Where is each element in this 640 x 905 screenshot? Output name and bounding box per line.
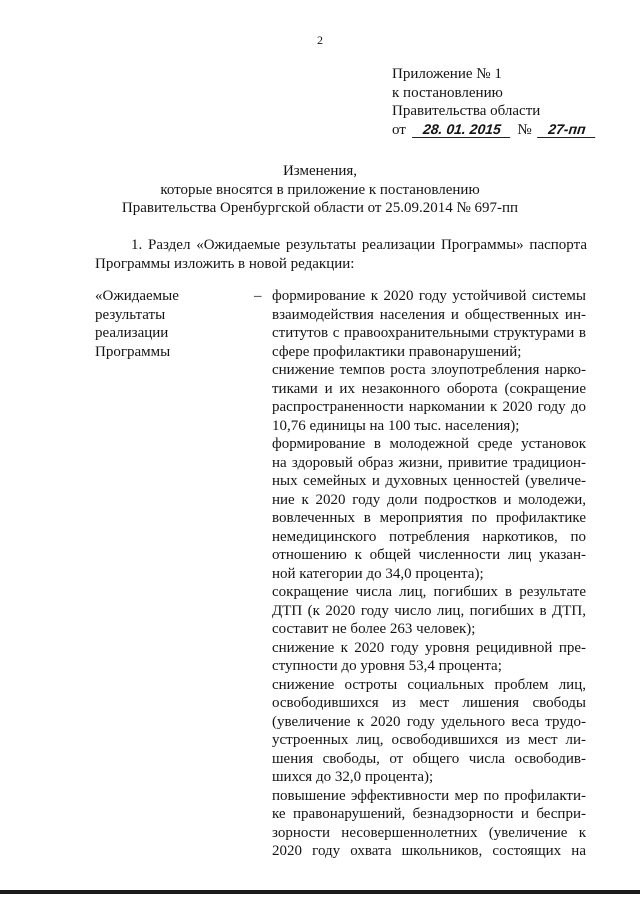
content-line: снижение остроты социальных проблем лиц, <box>272 676 586 693</box>
content-line: формирование к 2020 году устойчивой системы <box>272 288 586 304</box>
section-label <box>95 287 215 361</box>
appendix-block <box>392 65 632 139</box>
content-line: тиками и их незаконного оборота (сокращение <box>272 380 586 397</box>
appendix-title: Приложение № 1 <box>392 66 502 82</box>
content-line: формирование в молодежной среде установок <box>272 436 586 452</box>
content-line: распространенности наркомании к 2020 году до <box>272 399 586 415</box>
content-line: сокращение числа лиц, погибших в результате <box>272 584 586 600</box>
content-line: сфере профилактики правонарушений; <box>272 343 522 360</box>
header-title: Изменения, <box>282 163 358 179</box>
content-line: ступности до уровня 53,4 процента; <box>272 658 502 674</box>
content-line: составит не более 263 человек); <box>272 621 476 637</box>
item-1-line-2: Программы изложить в новой редакции: <box>95 255 355 272</box>
appendix-line-2: к постановлению <box>392 84 503 101</box>
section-label-line: Программы <box>95 343 171 360</box>
content-line: ной категории до 34,0 процента); <box>272 565 484 582</box>
content-line: ститутов с правоохранительными структурами в <box>272 325 586 341</box>
header-line-2: которые вносятся в приложение к постановлению <box>160 181 480 198</box>
section-dash: – <box>254 288 262 304</box>
item-1-line-1: 1. Раздел «Ожидаемые результаты реализации Программы» паспорта <box>131 237 587 253</box>
content-line: ние к 2020 году доли подростков и молодежи, <box>272 491 586 508</box>
content-line: вовлеченных в мероприятия по профилактике <box>272 510 586 526</box>
content-line: шения свободы, от общего числа освободив- <box>272 750 586 767</box>
content-line: зорности несовершеннолетних (увеличение к <box>272 824 586 841</box>
content-line: освободившихся из мест лишения свободы <box>272 695 586 711</box>
content-line: (увеличение к 2020 году удельного веса трудо- <box>272 713 586 730</box>
item-1-paragraph <box>95 236 587 273</box>
content-line: повышение эффективности мер по профилакти- <box>272 787 586 804</box>
handwritten-date: 28. 01. 2015 <box>412 121 512 138</box>
appendix-line-3: Правительства области <box>392 103 541 119</box>
handwritten-number: 27-пп <box>538 121 598 138</box>
content-line: 2020 году охвата школьников, состоящих на <box>272 843 586 859</box>
content-line: шихся до 32,0 процента); <box>272 769 434 785</box>
section-content <box>272 287 586 861</box>
bottom-rule <box>0 890 640 894</box>
content-line: снижение темпов роста злоупотребления нарко- <box>272 362 586 378</box>
content-line: отношению к общей численности лиц указан- <box>272 547 586 563</box>
content-line: снижение к 2020 году уровня рецидивной пре- <box>272 639 586 656</box>
section-label-line: реализации <box>95 325 169 341</box>
from-label: от <box>392 121 406 138</box>
section-label-line: «Ожидаемые <box>95 288 179 304</box>
content-line: устроенных лиц, освободившихся из мест ли- <box>272 732 586 748</box>
content-line: ных семейных и духовных ценностей (увеличе- <box>272 473 586 489</box>
section-label-line: результаты <box>95 306 166 323</box>
content-line: 10,76 единицы на 100 тыс. населения); <box>272 417 520 434</box>
header-line-3: Правительства Оренбургской области от 25.09.2014 № 697-пп <box>121 200 519 216</box>
content-line: ДТП (к 2020 году число лиц, погибших в ДТП, <box>272 602 586 619</box>
page-number: 2 <box>317 33 323 47</box>
content-line: взаимодействия населения и общественных ин- <box>272 306 586 323</box>
content-line: на здоровый образ жизни, привитие традицион- <box>272 454 586 471</box>
number-label: № <box>517 121 532 138</box>
appendix-date-row <box>392 121 632 140</box>
content-line: ке правонарушений, безнадзорности и беспри- <box>272 806 586 822</box>
content-line: немедицинского потребления наркотиков, по <box>272 528 586 545</box>
document-header <box>0 162 640 218</box>
